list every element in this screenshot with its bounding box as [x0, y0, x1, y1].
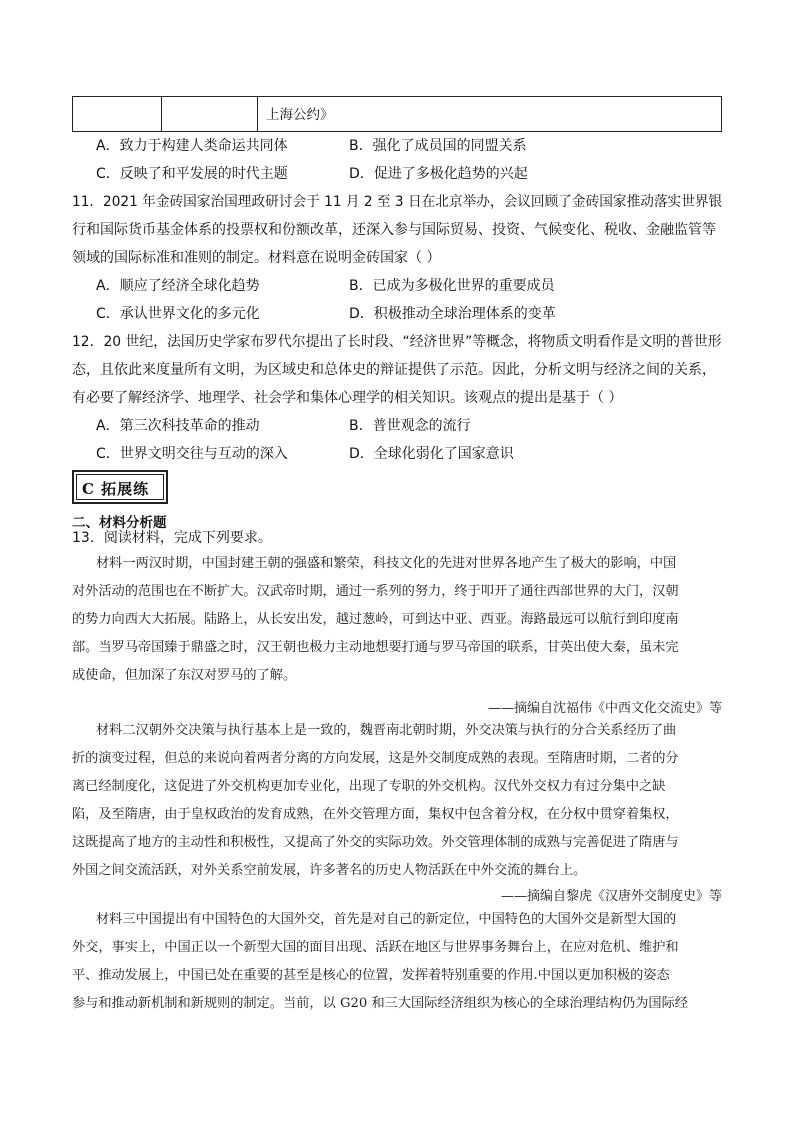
- q11-option-d: D．积极推动全球治理体系的变革: [349, 306, 556, 322]
- material-3-line: 参与和推动新机制和新规则的制定。当前，以 G20 和三大国际经济组织为核心的全球治理结构仍为国际经: [72, 996, 688, 1011]
- material-2-line: 这既提高了地方的主动性和积极性，又提高了外交的实际功效。外交管理体制的成熟与完善促进了隋唐与: [72, 835, 679, 850]
- table-cell: [73, 97, 162, 131]
- material-1-line: 部。当罗马帝国臻于鼎盛之时，汉王朝也极力主动地想要打通与罗马帝国的联系，甘英出使大秦，虽未完: [72, 640, 679, 655]
- extension-practice-badge: [72, 470, 168, 504]
- q10-option-a: A．致力于构建人类命运共同体: [96, 138, 288, 154]
- material-2-line: 材料二汉朝外交决策与执行基本上是一致的，魏晋南北朝时期，外交决策与执行的分合关系经历了曲: [96, 723, 677, 738]
- q11-stem-line: 11．2021 年金砖国家治国理政研讨会于 11 月 2 至 3 日在北京举办，会议回顾了金砖国家推动落实世界银: [72, 194, 723, 210]
- material-1-line: 对外活动的范围也在不断扩大。汉武帝时期，通过一系列的努力，终于叩开了通往西部世界的大门，汉朝: [72, 584, 679, 599]
- q12-option-b: B．普世观念的流行: [349, 418, 471, 434]
- material-2-line: 外国之间交流活跃，对外关系空前发展，许多著名的历史人物活跃在中外交流的舞台上。: [72, 863, 587, 878]
- material-2-source: ——摘编自黎虎《汉唐外交制度史》等: [500, 889, 722, 904]
- q10-option-d: D．促进了多极化趋势的兴起: [349, 166, 528, 182]
- q10-option-b: B．强化了成员国的同盟关系: [349, 138, 527, 154]
- table-fragment: [72, 96, 722, 132]
- material-2-line: 离已经制度化，这促进了外交机构更加专业化，出现了专职的外交机构。汉代外交权力有过分集中之缺: [72, 779, 666, 794]
- material-1-line: 成使命，但加深了东汉对罗马的了解。: [72, 668, 297, 683]
- material-2-line: 折的演变过程，但总的来说向着两者分离的方向发展，这是外交制度成熟的表现。至隋唐时期，二者的分: [72, 751, 679, 766]
- q10-option-c: C．反映了和平发展的时代主题: [96, 166, 288, 182]
- q11-option-a: A．顺应了经济全球化趋势: [96, 278, 260, 294]
- q12-option-d: D．全球化弱化了国家意识: [349, 446, 514, 462]
- q11-option-b: B．已成为多极化世界的重要成员: [349, 278, 555, 294]
- q11-stem-line: 行和国际货币基金体系的投票权和份额改革，还深入参与国际贸易、投资、气候变化、税收、金融监管等: [72, 222, 716, 238]
- q11-stem-line: 领域的国际标准和准则的制定。材料意在说明金砖国家（ ）: [72, 250, 441, 266]
- q13-stem: 13．阅读材料，完成下列要求。: [72, 530, 272, 546]
- material-2-line: 陷，及至隋唐，由于皇权政治的发育成熟，在外交管理方面，集权中包含着分权，在分权中贯穿着集权，: [72, 807, 679, 822]
- section-title: 二、材料分析题: [72, 515, 167, 531]
- q12-stem-line: 12．20 世纪，法国历史学家布罗代尔提出了长时段、“经济世界”等概念，将物质文明看作是文明的普世形: [72, 334, 722, 350]
- material-1-line: 的势力向西大大拓展。陆路上，从长安出发，越过葱岭，可到达中亚、西亚。海路最远可以航行到印度南: [72, 612, 679, 627]
- q12-stem-line: 有必要了解经济学、地理学、社会学和集体心理学的相关知识。该观点的提出是基于（ ）: [72, 390, 623, 406]
- material-1-source: ——摘编自沈福伟《中西文化交流史》等: [487, 701, 722, 716]
- table-cell: [162, 97, 258, 131]
- table-cell: 上海公约》: [266, 107, 334, 123]
- material-1-line: 材料一两汉时期，中国封建王朝的强盛和繁荣，科技文化的先进对世界各地产生了极大的影响，中国: [96, 556, 677, 571]
- badge-label: C 拓展练: [82, 480, 150, 498]
- q12-option-a: A．第三次科技革命的推动: [96, 418, 260, 434]
- material-3-line: 材料三中国提出有中国特色的大国外交，首先是对自己的新定位，中国特色的大国外交是新型大国的: [96, 912, 677, 927]
- material-3-line: 外交，事实上，中国正以一个新型大国的面目出现、活跃在地区与世界事务舞台上，在应对危机、维护和: [72, 940, 679, 955]
- q12-stem-line: 态，且依此来度量所有文明，为区域史和总体史的辩证提供了示范。因此，分析文明与经济之间的关系，: [72, 362, 716, 378]
- q11-option-c: C．承认世界文化的多元化: [96, 306, 260, 322]
- material-3-line: 平、推动发展上，中国已处在重要的甚至是核心的位置，发挥着特别重要的作用.中国以更加积极的姿态: [72, 968, 670, 983]
- q12-option-c: C．世界文明交往与互动的深入: [96, 446, 288, 462]
